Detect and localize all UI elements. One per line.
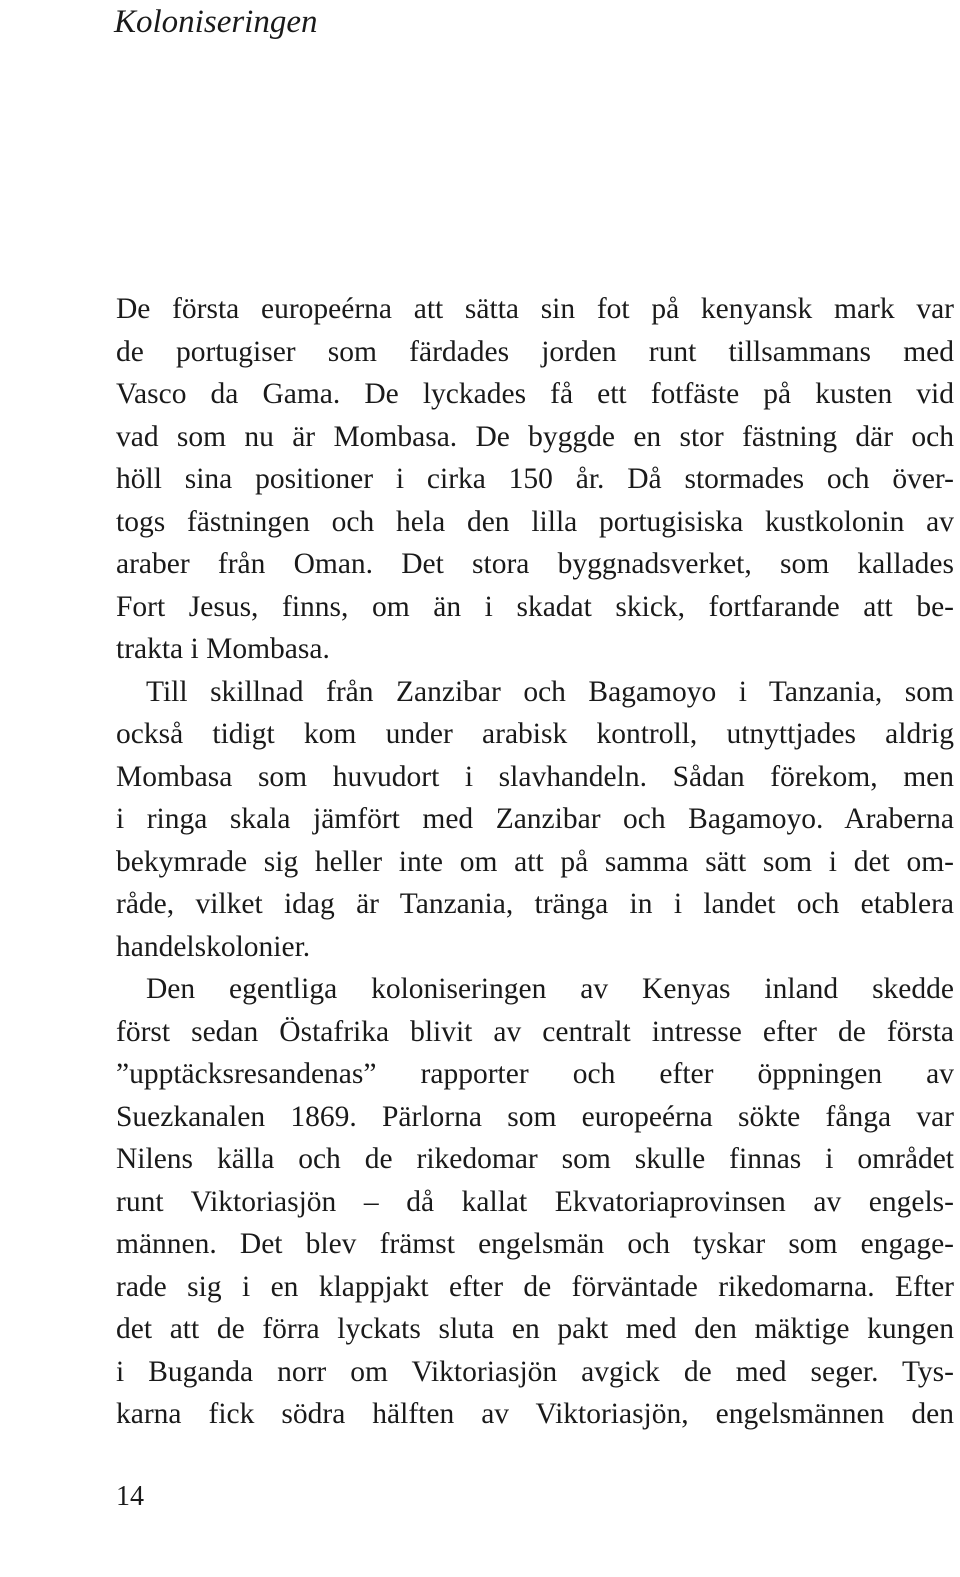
text-line: trakta i Mombasa. bbox=[116, 633, 330, 665]
body-text bbox=[116, 288, 954, 1436]
text-line: De första europeérna att sätta sin fot på kenyansk mark var bbox=[116, 293, 954, 325]
text-line: runt Viktoriasjön – då kallat Ekvatoriaprovinsen av engels- bbox=[116, 1185, 954, 1218]
text-line: i Buganda norr om Viktoriasjön avgick de med seger. Tys- bbox=[116, 1355, 954, 1388]
text-line: i ringa skala jämfört med Zanzibar och Bagamoyo. Araberna bbox=[116, 803, 954, 835]
text-line: rade sig i en klappjakt efter de förväntade rikedomarna. Efter bbox=[116, 1270, 954, 1303]
text-line: Suezkanalen 1869. Pärlorna som europeérna sökte fånga var bbox=[116, 1100, 954, 1133]
text-line: togs fästningen och hela den lilla portugisiska kustkolonin av bbox=[116, 505, 954, 538]
text-line: också tidigt kom under arabisk kontroll, utnyttjades aldrig bbox=[116, 718, 954, 750]
page-number: 14 bbox=[116, 1481, 144, 1512]
text-line: Mombasa som huvudort i slavhandeln. Sådan förekom, men bbox=[116, 760, 954, 793]
text-line: det att de förra lyckats sluta en pakt med den mäktige kungen bbox=[116, 1313, 954, 1345]
text-line: Nilens källa och de rikedomar som skulle finnas i området bbox=[116, 1143, 954, 1175]
chapter-title: Koloniseringen bbox=[114, 4, 318, 40]
text-line: vad som nu är Mombasa. De byggde en stor fästning där och bbox=[116, 420, 954, 453]
text-line: ”upptäcksresandenas” rapporter och efter öppningen av bbox=[116, 1058, 954, 1090]
text-line: araber från Oman. Det stora byggnadsverket, som kallades bbox=[116, 548, 954, 580]
text-line: karna fick södra hälften av Viktoriasjön, engelsmännen den bbox=[116, 1398, 954, 1430]
text-line: råde, vilket idag är Tanzania, tränga in i landet och etablera bbox=[116, 888, 954, 920]
text-line: bekymrade sig heller inte om att på samma sätt som i det om- bbox=[116, 845, 954, 878]
text-line: Vasco da Gama. De lyckades få ett fotfäste på kusten vid bbox=[116, 378, 954, 410]
text-line: männen. Det blev främst engelsmän och tyskar som engage- bbox=[116, 1228, 954, 1260]
text-line: höll sina positioner i cirka 150 år. Då stormades och över- bbox=[116, 463, 954, 495]
text-line: de portugiser som färdades jorden runt tillsammans med bbox=[116, 335, 954, 368]
text-line: Fort Jesus, finns, om än i skadat skick, fortfarande att be- bbox=[116, 590, 954, 623]
text-line: handelskolonier. bbox=[116, 930, 311, 963]
text-line: först sedan Östafrika blivit av centralt intresse efter de första bbox=[116, 1015, 954, 1048]
text-line: Den egentliga koloniseringen av Kenyas inland skedde bbox=[146, 973, 954, 1005]
text-line: Till skillnad från Zanzibar och Bagamoyo i Tanzania, som bbox=[146, 675, 954, 708]
